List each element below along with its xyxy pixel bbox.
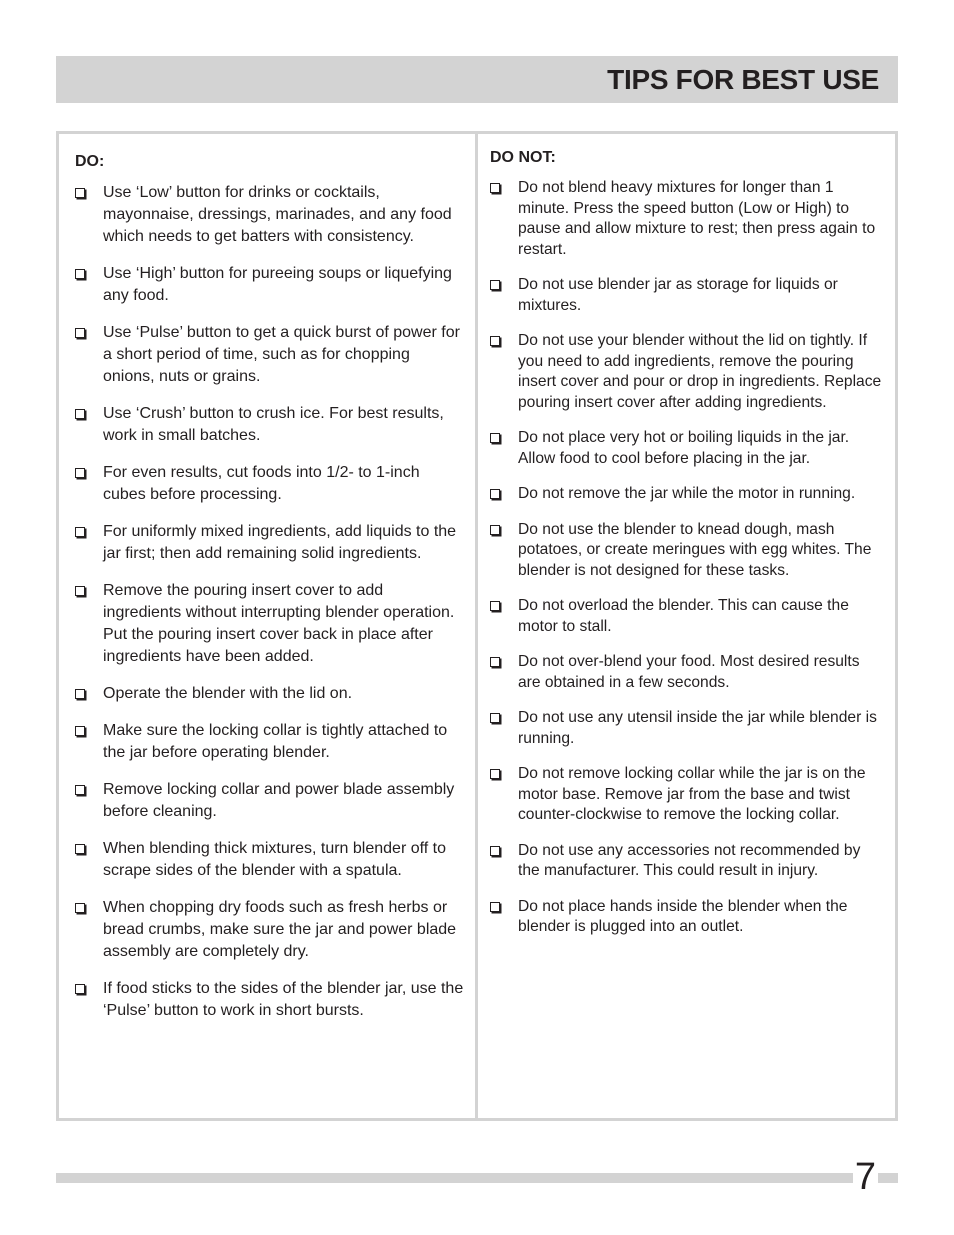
- do-not-list-item: [490, 428, 885, 469]
- do-not-item-text: Do not use any utensil inside the jar while blender is running.: [518, 709, 877, 747]
- do-list-item: [75, 897, 465, 963]
- do-item-text: Make sure the locking collar is tightly attached to the jar before operating blender.: [103, 722, 448, 761]
- do-not-list-item: [490, 178, 885, 260]
- checkbox-icon: [75, 726, 85, 736]
- checkbox-icon: [490, 183, 500, 193]
- checkbox-icon: [75, 785, 85, 795]
- checkbox-icon: [75, 984, 85, 994]
- do-not-panel: [475, 131, 898, 1121]
- do-list-item: [75, 462, 465, 506]
- do-not-list-item: [490, 841, 885, 882]
- checkbox-icon: [75, 328, 85, 338]
- checkbox-icon: [75, 903, 85, 913]
- do-item-text: If food sticks to the sides of the blender jar, use the ‘Pulse’ button to work in short bursts.: [103, 980, 464, 1019]
- do-list-item: [75, 978, 465, 1022]
- do-not-item-text: Do not use blender jar as storage for liquids or mixtures.: [518, 276, 838, 314]
- do-item-text: When chopping dry foods such as fresh herbs or bread crumbs, make sure the jar and power blade assembly are completely dry.: [103, 899, 457, 960]
- header-bar: [56, 56, 898, 103]
- do-list-item: [75, 263, 465, 307]
- do-list-item: [75, 683, 465, 705]
- checkbox-icon: [490, 713, 500, 723]
- do-item-text: Use ‘Crush’ button to crush ice. For best results, work in small batches.: [103, 405, 444, 444]
- checkbox-icon: [75, 409, 85, 419]
- do-not-list-item: [490, 331, 885, 413]
- do-not-item-text: Do not over-blend your food. Most desired results are obtained in a few seconds.: [518, 653, 860, 691]
- do-not-item-text: Do not use any accessories not recommended by the manufacturer. This could result in injury.: [518, 841, 861, 879]
- do-list-item: [75, 403, 465, 447]
- do-list-item: [75, 322, 465, 388]
- do-not-list-item: [490, 764, 885, 826]
- do-not-list-item: [490, 897, 885, 938]
- do-item-text: When blending thick mixtures, turn blender off to scrape sides of the blender with a spatula.: [103, 840, 446, 879]
- do-not-item-text: Do not blend heavy mixtures for longer than 1 minute. Press the speed button (Low or High) to pause and allow mixture to rest; then press again to restart.: [518, 179, 876, 258]
- do-item-text: Use ‘High’ button for pureeing soups or liquefying any food.: [103, 265, 452, 304]
- checkbox-icon: [490, 769, 500, 779]
- do-item-text: For uniformly mixed ingredients, add liquids to the jar first; then add remaining solid ingredients.: [103, 523, 457, 562]
- do-list-item: [75, 720, 465, 764]
- page-number: 7: [854, 1156, 876, 1198]
- checkbox-icon: [75, 468, 85, 478]
- do-not-item-text: Do not remove the jar while the motor in running.: [518, 485, 856, 502]
- checkbox-icon: [490, 336, 500, 346]
- do-not-item-text: Do not place very hot or boiling liquids in the jar. Allow food to cool before placing in the jar.: [518, 429, 850, 467]
- do-item-text: Remove the pouring insert cover to add ingredients without interrupting blender operation. Put the pouring insert cover back in place after ingredients have been added.: [103, 582, 455, 665]
- tips-panels: [56, 131, 898, 1121]
- do-list-item: [75, 182, 465, 248]
- checkbox-icon: [75, 844, 85, 854]
- do-not-item-text: Do not overload the blender. This can cause the motor to stall.: [518, 597, 849, 635]
- do-item-text: Use ‘Pulse’ button to get a quick burst of power for a short period of time, such as for chopping onions, nuts or grains.: [103, 324, 460, 385]
- do-not-item-text: Do not place hands inside the blender when the blender is plugged into an outlet.: [518, 897, 848, 935]
- do-not-heading: DO NOT:: [490, 149, 556, 166]
- do-heading: DO:: [75, 153, 105, 170]
- checkbox-icon: [75, 527, 85, 537]
- do-list-item: [75, 580, 465, 668]
- checkbox-icon: [490, 902, 500, 912]
- do-not-item-text: Do not remove locking collar while the jar is on the motor base. Remove jar from the base and twist counter-clockwise to remove the locking collar.: [518, 765, 866, 823]
- do-list-item: [75, 521, 465, 565]
- checkbox-icon: [75, 689, 85, 699]
- do-list-item: [75, 779, 465, 823]
- checkbox-icon: [490, 280, 500, 290]
- checkbox-icon: [75, 586, 85, 596]
- do-not-item-text: Do not use your blender without the lid on tightly. If you need to add ingredients, remove the pouring insert cover and pour or drop in ingredients. Replace pouring insert cover after adding ingredients.: [518, 332, 882, 411]
- checkbox-icon: [75, 188, 85, 198]
- checkbox-icon: [490, 433, 500, 443]
- do-item-text: Use ‘Low’ button for drinks or cocktails, mayonnaise, dressings, marinades, and any food which needs to get batters with consistency.: [103, 184, 452, 245]
- page-title: TIPS FOR BEST USE: [607, 64, 879, 95]
- do-item-text: Operate the blender with the lid on.: [103, 685, 353, 702]
- do-panel: [56, 131, 478, 1121]
- do-not-list-item: [490, 596, 885, 637]
- checkbox-icon: [490, 846, 500, 856]
- footer-bar: [56, 1173, 898, 1183]
- do-not-list: [490, 178, 885, 953]
- checkbox-icon: [75, 269, 85, 279]
- do-not-list-item: [490, 652, 885, 693]
- do-not-list-item: [490, 708, 885, 749]
- checkbox-icon: [490, 601, 500, 611]
- checkbox-icon: [490, 489, 500, 499]
- do-item-text: Remove locking collar and power blade assembly before cleaning.: [103, 781, 455, 820]
- do-not-list-item: [490, 520, 885, 582]
- do-not-list-item: [490, 484, 885, 505]
- do-item-text: For even results, cut foods into 1/2- to 1-inch cubes before processing.: [103, 464, 420, 503]
- checkbox-icon: [490, 525, 500, 535]
- do-not-item-text: Do not use the blender to knead dough, mash potatoes, or create meringues with egg whites. The blender is not designed for these tasks.: [518, 520, 872, 579]
- do-list: [75, 182, 465, 1037]
- do-list-item: [75, 838, 465, 882]
- do-not-list-item: [490, 275, 885, 316]
- checkbox-icon: [490, 657, 500, 667]
